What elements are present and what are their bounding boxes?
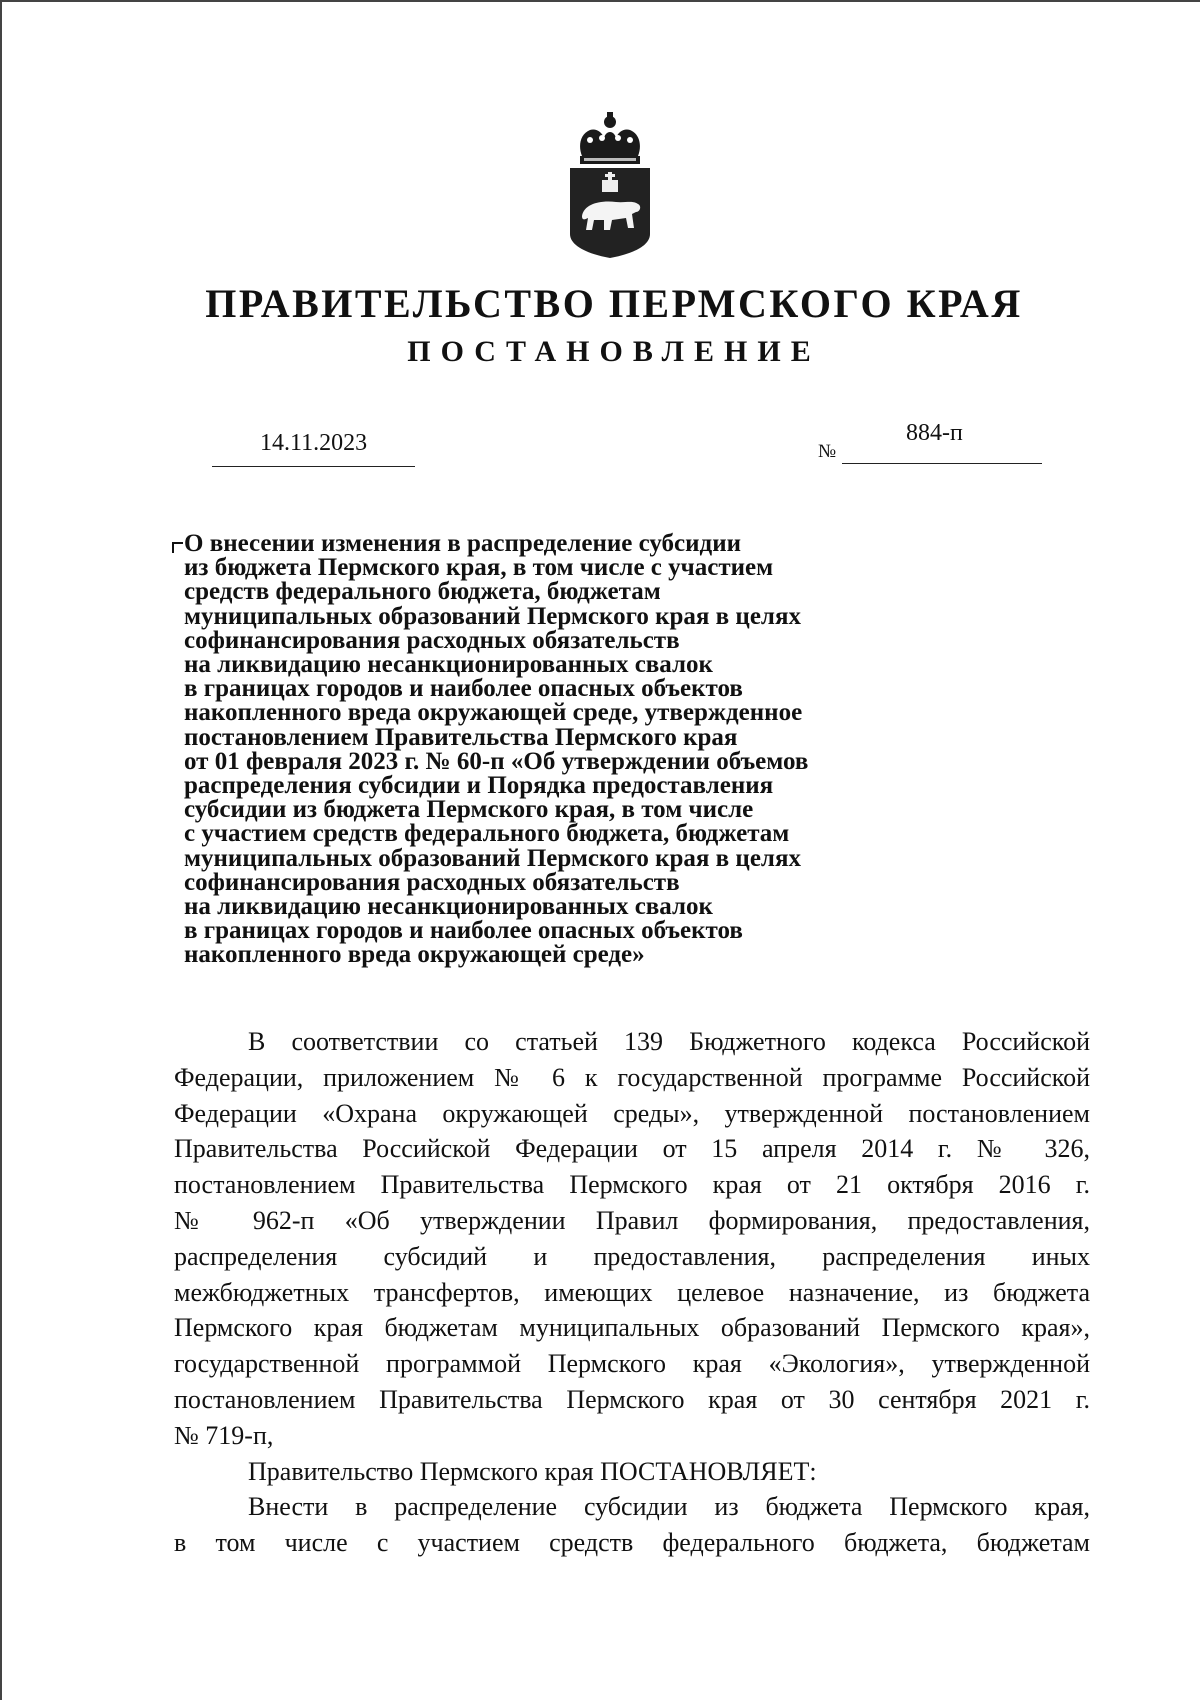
body-line: Внести в распределение субсидии из бюджета Пермского края, xyxy=(248,1492,1090,1522)
subject-line: из бюджета Пермского края, в том числе с участием xyxy=(184,554,774,582)
body-line: постановлением Правительства Пермского края от 21 октября 2016 г. xyxy=(174,1170,1090,1200)
perm-krai-coat-of-arms-icon xyxy=(560,108,660,260)
resolution-line: Правительство Пермского края ПОСТАНОВЛЯЕТ: xyxy=(248,1456,817,1486)
subject-line: муниципальных образований Пермского края в целях xyxy=(184,844,801,872)
body-line: распределения субсидий и предоставления, распределения иных xyxy=(174,1241,1090,1271)
body-line: № 719-п, xyxy=(174,1420,274,1450)
body-line: Федерации «Охрана окружающей среды», утвержденной постановлением xyxy=(174,1098,1090,1128)
subject-line: на ликвидацию несанкционированных свалок xyxy=(184,651,713,679)
decree-date: 14.11.2023 xyxy=(260,430,368,456)
subject-line: накопленного вреда окружающей среде, утвержденное xyxy=(184,699,803,727)
subject-line: субсидии из бюджета Пермского края, в том числе xyxy=(184,796,754,824)
decree-number: 884-п xyxy=(906,420,963,446)
body-line: Правительства Российской Федерации от 15 апреля 2014 г. № 326, xyxy=(174,1134,1090,1164)
subject-line: О внесении изменения в распределение субсидии xyxy=(184,530,742,557)
subject-line: на ликвидацию несанкционированных свалок xyxy=(184,893,713,921)
subject-line: софинансирования расходных обязательств xyxy=(184,868,680,896)
subject-line: постановлением Правительства Пермского края xyxy=(184,723,738,751)
subject-line: средств федерального бюджета, бюджетам xyxy=(184,578,661,606)
government-title: ПРАВИТЕЛЬСТВО ПЕРМСКОГО КРАЯ xyxy=(205,281,1023,326)
scan-border-top xyxy=(0,0,1200,2)
document-type-title: ПОСТАНОВЛЕНИЕ xyxy=(407,335,821,368)
subject-corner-bracket xyxy=(172,542,183,553)
number-field xyxy=(842,420,1042,464)
body-line: в том числе с участием средств федерального бюджета, бюджетам xyxy=(174,1528,1090,1558)
subject-line: в границах городов и наиболее опасных объектов xyxy=(184,675,743,703)
body-line: Пермского края бюджетам муниципальных образований Пермского края», xyxy=(174,1313,1090,1343)
subject-line: накопленного вреда окружающей среде» xyxy=(184,941,645,969)
decree-body xyxy=(174,1024,1090,1561)
subject-line: софинансирования расходных обязательств xyxy=(184,626,680,654)
number-sign: № xyxy=(818,441,837,462)
decree-subject xyxy=(184,532,944,968)
subject-line: с участием средств федерального бюджета, бюджетам xyxy=(184,820,790,848)
body-line: государственной программой Пермского края «Экология», утвержденной xyxy=(174,1349,1090,1379)
subject-line: распределения субсидии и Порядка предоставления xyxy=(184,772,774,800)
scan-border-left xyxy=(0,0,2,1700)
date-field xyxy=(212,426,415,467)
body-line: В соответствии со статьей 139 Бюджетного кодекса Российской xyxy=(248,1027,1090,1056)
subject-line: муниципальных образований Пермского края в целях xyxy=(184,602,801,630)
body-line: Федерации, приложением № 6 к государственной программе Российской xyxy=(174,1062,1090,1092)
body-line: постановлением Правительства Пермского края от 30 сентября 2021 г. xyxy=(174,1384,1090,1414)
subject-line: в границах городов и наиболее опасных объектов xyxy=(184,917,743,945)
subject-line: от 01 февраля 2023 г. № 60-п «Об утверждении объемов xyxy=(184,747,809,775)
body-line: межбюджетных трансфертов, имеющих целевое назначение, из бюджета xyxy=(174,1277,1090,1307)
body-line: № 962-п «Об утверждении Правил формирования, предоставления, xyxy=(174,1205,1090,1235)
